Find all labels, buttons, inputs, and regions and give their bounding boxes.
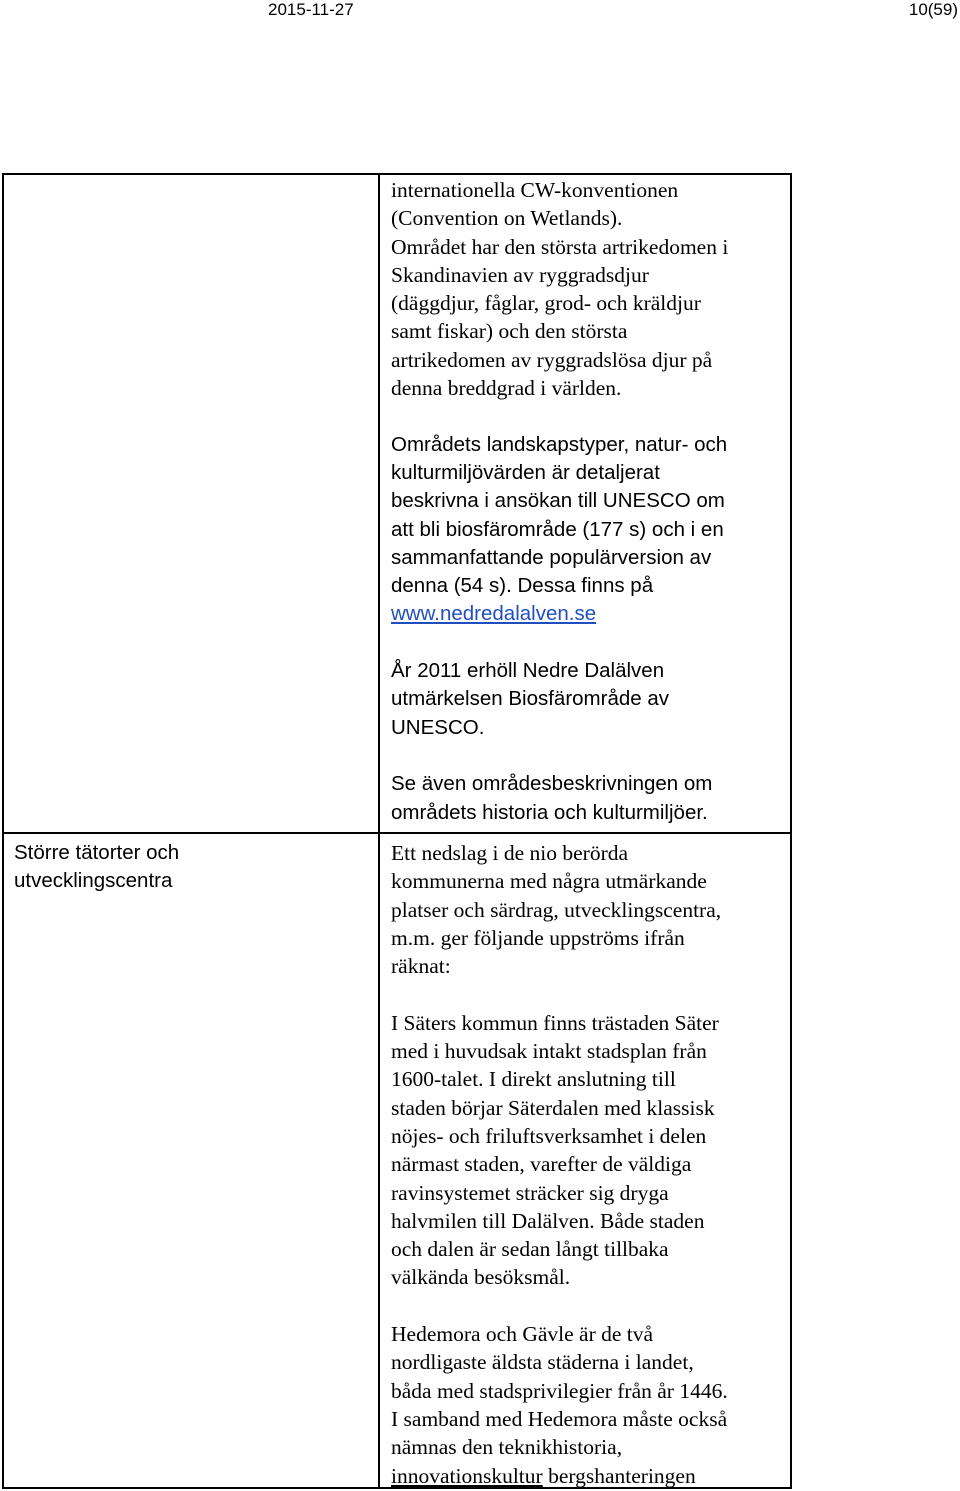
paragraph-cw-convention: internationella CW-konventionen (Convention on Wetlands). Området har den största artrikedomen i Skandinavien av ryggradsdjur (däggdjur, fåglar, grod- och kräldjur samt fiskar) och den största artrikedomen av ryggradslösa djur på denna breddgrad i världen.	[391, 178, 729, 401]
underlined-term: innovationskultur	[391, 1463, 543, 1488]
column-divider	[378, 175, 380, 1487]
header-date: 2015-11-27	[268, 0, 354, 19]
paragraph-sater: I Säters kommun finns trästaden Säter med i huvudsak intakt stadsplan från 1600-talet. I direkt anslutning till staden börjar Säterdalen med klassisk nöjes- och friluftsverksamhet i delen närmast staden, varefter de väldiga ravinsystemet sträcker sig dryga halvmilen till Dalälven. Både staden och dalen är sedan långt tillbaka välkända besöksmål.	[391, 1010, 719, 1290]
paragraph-municipalities-intro: Ett nedslag i de nio berörda kommunerna med några utmärkande platser och särdrag, utvecklingscentra, m.m. ger följande uppströms ifrån räknat:	[391, 841, 722, 979]
website-link[interactable]: www.nedredalalven.se	[391, 602, 597, 626]
row-heading-towns: Större tätorter och utvecklingscentra	[14, 841, 180, 893]
page-header	[0, 0, 960, 24]
row2-left-cell	[14, 839, 369, 896]
row2-right-cell	[391, 839, 786, 1490]
document-table	[2, 173, 792, 1489]
paragraph-unesco-award: År 2011 erhöll Nedre Dalälven utmärkelsen Biosfärområde av UNESCO.	[391, 659, 670, 739]
row1-right-cell	[391, 176, 786, 827]
header-page-number: 10(59)	[908, 0, 958, 19]
paragraph-landscape-types: Områdets landskapstyper, natur- och kulturmiljövärden är detaljerat beskrivna i ansökan till UNESCO om att bli biosfärområde (177 s) och i en sammanfattande populärversion av denna (54 s). Dessa finns på www.nedredalalven.se	[391, 432, 728, 626]
paragraph-see-also: Se även områdesbeskrivningen om områdets historia och kulturmiljöer.	[391, 772, 713, 824]
row-divider	[4, 832, 790, 834]
paragraph-hedemora-gavle: Hedemora och Gävle är de två nordligaste äldsta städerna i landet, båda med stadsprivilegier från år 1446. I samband med Hedemora måste också nämnas den teknikhistoria, innovationskultur bergshanteringen	[391, 1322, 728, 1488]
